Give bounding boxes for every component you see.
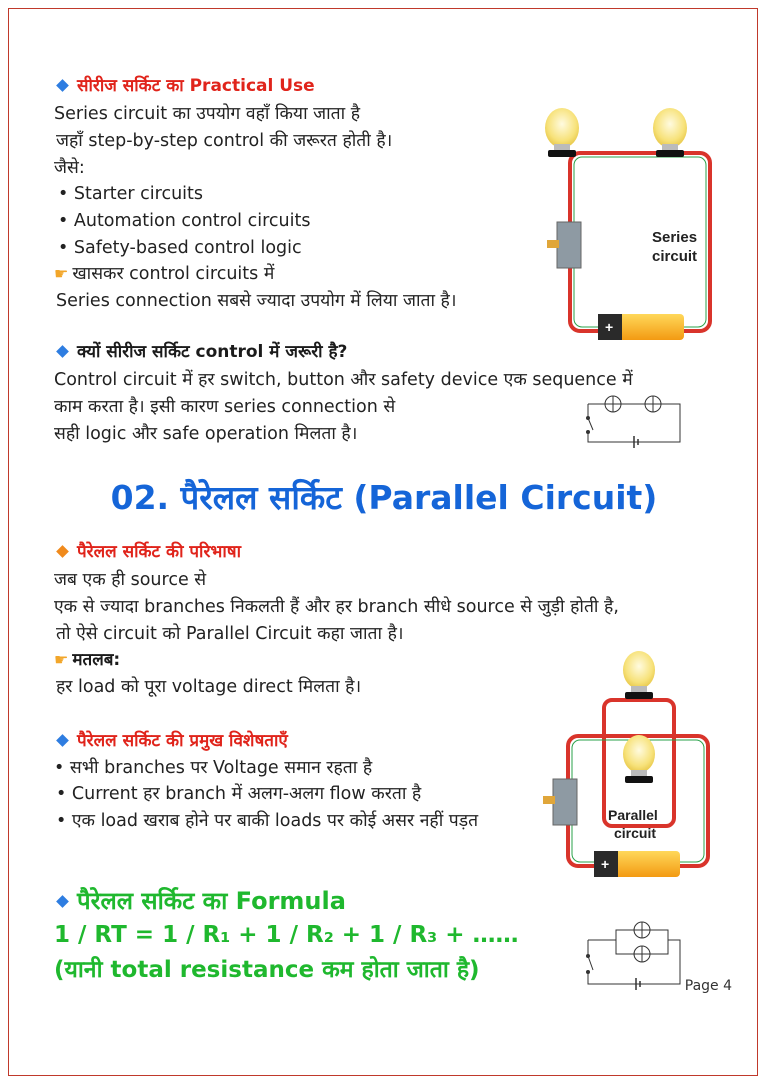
switch-icon	[547, 222, 581, 268]
pointing-hand-icon: ☛	[54, 650, 69, 669]
page-number: Page 4	[684, 978, 732, 994]
series-line-3: जैसे:	[54, 158, 85, 178]
def-line-2: एक से ज्यादा branches निकलती हैं और हर branch सीधे source से जुड़ी होती है,	[54, 597, 619, 617]
series-bullet-3: • Safety-based control logic	[58, 238, 302, 258]
heading-text: सीरीज सर्किट का Practical Use	[77, 76, 315, 96]
why-line-2: काम करता है। इसी कारण series connection से	[54, 397, 396, 417]
feature-1: • सभी branches पर Voltage समान रहता है	[54, 758, 373, 778]
switch-icon	[543, 779, 577, 825]
light-bulb-icon	[623, 735, 655, 783]
series-note-1	[54, 262, 274, 286]
def-line-3: तो ऐसे circuit को Parallel Circuit कहा जाता है।	[56, 624, 404, 644]
parallel-title: 02. पैरेलल सर्किट (Parallel Circuit)	[110, 478, 658, 517]
series-note-2: Series connection सबसे ज्यादा उपयोग में लिया जाता है।	[56, 291, 457, 311]
heading-text: पैरेलल सर्किट का Formula	[77, 887, 346, 915]
practical-use-heading	[54, 74, 315, 98]
def-line-1: जब एक ही source से	[54, 570, 207, 590]
features-heading	[54, 729, 288, 753]
series-diagram-label-2: circuit	[652, 248, 698, 265]
pointing-hand-icon: ☛	[54, 264, 69, 283]
series-line-1: Series circuit का उपयोग वहाँ किया जाता है	[54, 104, 361, 124]
diamond-bullet-icon	[56, 545, 69, 558]
formula-heading	[54, 886, 346, 916]
heading-text: पैरेलल सर्किट की परिभाषा	[77, 542, 241, 562]
why-line-1: Control circuit में हर switch, button और safety device एक sequence में	[54, 370, 633, 390]
parallel-diagram-label-2: circuit	[614, 825, 657, 841]
meaning-text: हर load को पूरा voltage direct मिलता है।	[56, 677, 362, 697]
series-circuit-diagram	[540, 96, 740, 346]
heading-text: क्यों सीरीज सर्किट control में जरूरी है?	[77, 342, 348, 362]
diamond-bullet-icon	[56, 345, 69, 358]
meaning-label-text: मतलब:	[72, 650, 121, 670]
formula-note: (यानी total resistance कम होता जाता है)	[54, 957, 480, 983]
diamond-bullet-icon	[56, 895, 69, 908]
parallel-diagram-label-1: Parallel	[608, 807, 658, 823]
formula: 1 / RT = 1 / R₁ + 1 / R₂ + 1 / R₃ + ……	[54, 922, 519, 948]
feature-3: • एक load खराब होने पर बाकी loads पर कोई असर नहीं पड़त	[56, 811, 479, 831]
light-bulb-icon	[545, 108, 579, 157]
heading-text: पैरेलल सर्किट की प्रमुख विशेषताएँ	[77, 731, 288, 751]
series-line-2: जहाँ step-by-step control की जरूरत होती है।	[56, 131, 393, 151]
svg-text:+: +	[601, 856, 610, 872]
light-bulb-icon	[653, 108, 687, 157]
battery-icon	[594, 851, 680, 877]
feature-2: • Current हर branch में अलग-अलग flow करता है	[56, 784, 422, 804]
parallel-circuit-diagram	[538, 646, 738, 886]
meaning-label	[54, 648, 120, 672]
series-bullet-1: • Starter circuits	[58, 184, 204, 204]
why-series-heading	[54, 340, 347, 364]
series-diagram-label-1: Series	[652, 229, 698, 246]
svg-text:+: +	[605, 319, 614, 335]
battery-icon	[598, 314, 684, 340]
light-bulb-icon	[623, 651, 655, 699]
series-bullet-2: • Automation control circuits	[58, 211, 311, 231]
diamond-bullet-icon	[56, 79, 69, 92]
why-line-3: सही logic और safe operation मिलता है।	[54, 424, 358, 444]
series-schematic	[578, 392, 690, 456]
parallel-definition-heading	[54, 540, 241, 564]
diamond-bullet-icon	[56, 734, 69, 747]
note-text: खासकर control circuits में	[72, 264, 275, 284]
parallel-schematic	[578, 918, 690, 1000]
